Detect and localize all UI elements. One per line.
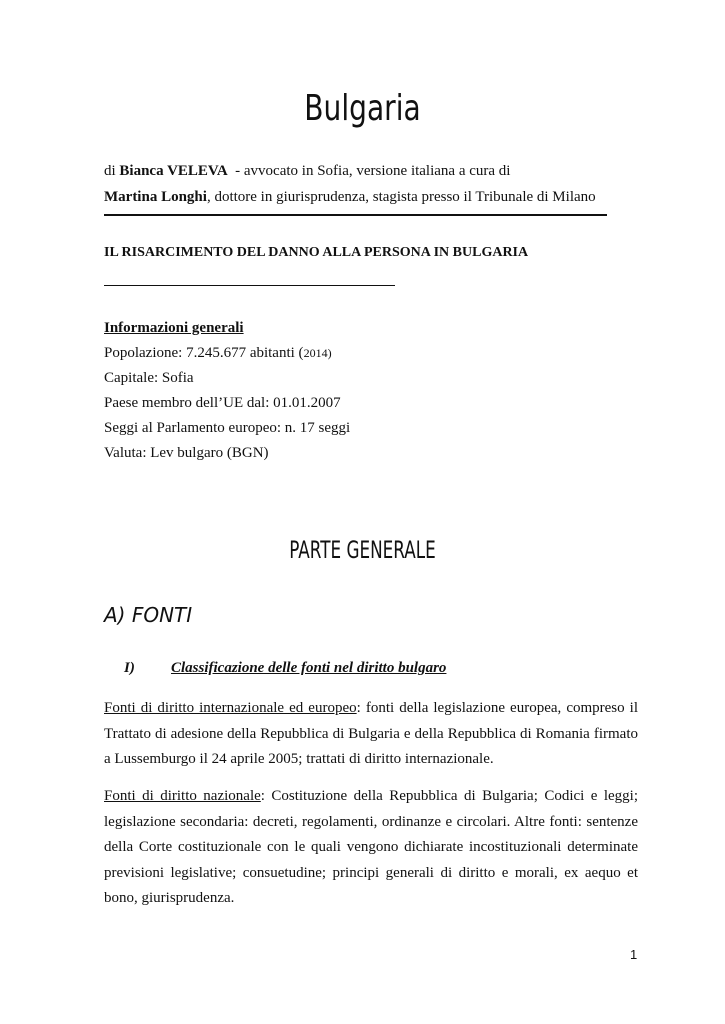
subsection-title: Classificazione delle fonti nel diritto bulgaro: [171, 660, 447, 676]
author-name: Bianca VELEVA: [119, 163, 228, 179]
info-capital: Capitale: Sofia: [104, 370, 194, 386]
paragraph-text: : fonti della legislazione europea, compreso il Trattato di adesione della Repubblica di Bulgaria e della Repubblica di Romania firmato a Lussemburgo il 24 aprile 2005; trattati di diritto internazionale.: [104, 700, 639, 767]
section-heading: A) FONTI: [104, 603, 193, 627]
paragraph-text: : Costituzione della Repubblica di Bulgaria; Codici e leggi; legislazione secondaria: decreti, regolamenti, ordinanze e circolari. Altre fonti: sentenze della Corte costituzionale con le quali vengono dichiarate incostituzionali determinate previsioni legislative; consuetudine; principi generali di diritto e morali, ex aequo et bono, giurisprudenza.: [104, 788, 638, 906]
part-title: PARTE GENERALE: [289, 536, 436, 564]
subsection-number: I): [124, 660, 135, 676]
main-heading: IL RISARCIMENTO DEL DANNO ALLA PERSONA IN BULGARIA: [104, 245, 529, 260]
info-seats: Seggi al Parlamento europeo: n. 17 seggi: [104, 420, 351, 436]
byline-prefix: di: [104, 163, 120, 179]
paragraph-national-sources: [104, 784, 638, 912]
population-label: Popolazione: 7.245.677 abitanti (: [104, 345, 304, 361]
translator-name: Martina Longhi: [104, 189, 207, 205]
document-title: Bulgaria: [304, 88, 421, 129]
info-population: [104, 345, 332, 362]
info-heading: Informazioni generali: [104, 320, 244, 336]
info-eu-member: Paese membro dell’UE dal: 01.01.2007: [104, 395, 341, 411]
author-description: - avvocato in Sofia, versione italiana a cura di: [227, 163, 511, 179]
header-divider: [104, 214, 607, 216]
heading-underline-rule: [104, 285, 395, 286]
info-currency: Valuta: Lev bulgaro (BGN): [104, 445, 269, 461]
page-number: 1: [630, 947, 638, 962]
population-year: 2014): [303, 346, 332, 360]
paragraph-label: Fonti di diritto internazionale ed europeo: [104, 700, 357, 716]
paragraph-international-sources: [104, 696, 638, 773]
byline-author: [104, 163, 510, 180]
paragraph-label: Fonti di diritto nazionale: [104, 788, 261, 804]
byline-translator: [104, 189, 596, 206]
translator-description: , dottore in giurisprudenza, stagista presso il Tribunale di Milano: [206, 189, 596, 205]
